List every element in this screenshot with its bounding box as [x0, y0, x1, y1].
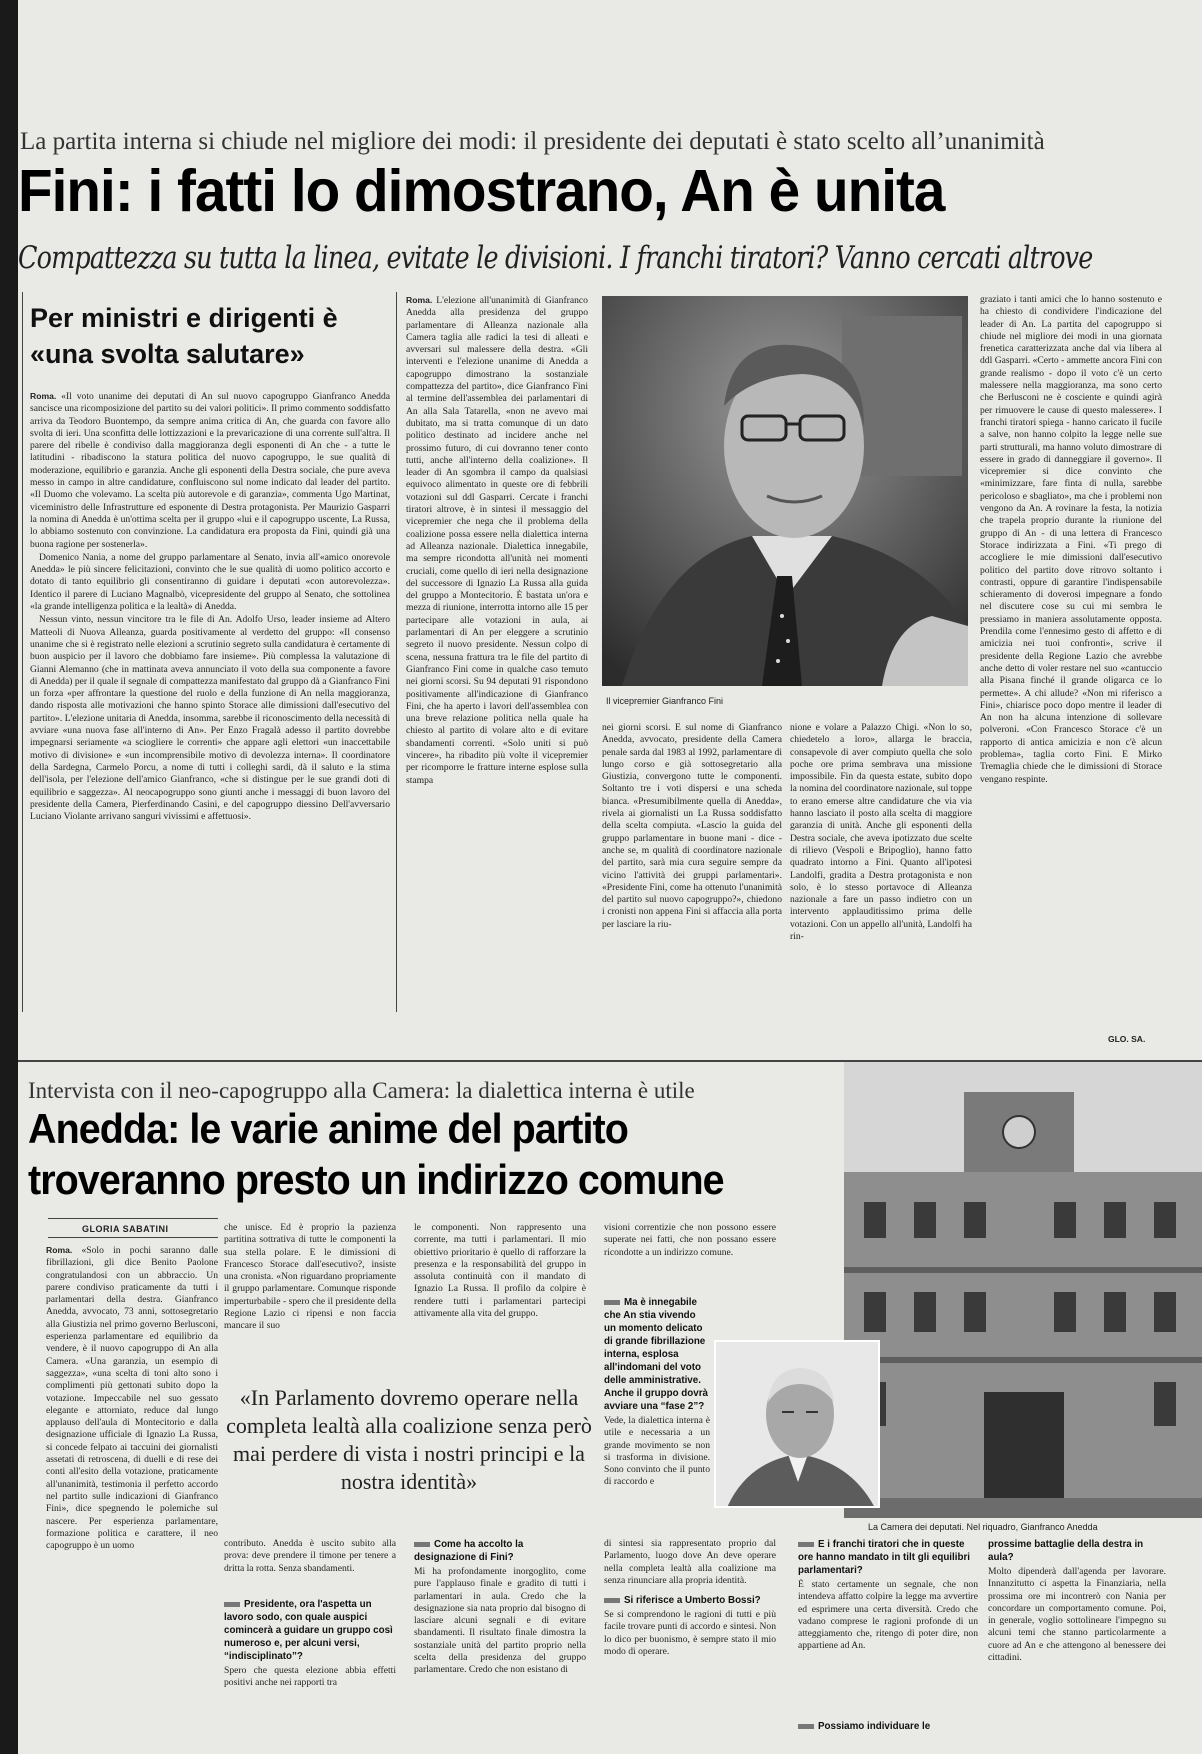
article1-kicker: La partita interna si chiude nel migliore dei modi: il presidente dei deputati è stato scelto all’unanimità: [20, 128, 1045, 155]
question-1-block: Ma è innegabile che An stia vivendo un momento delicato di grande fibrillazione interna, esplosa all'indomani del voto delle amministrative. Anche il gruppo dovrà avviare una “fase 2”? Vede, la dialettica interna è utile e necessaria a un grande movimento se non si trasforma in divisione. Sono convinto che il punto di raccordo e: [604, 1297, 710, 1488]
pull-quote: «In Parlamento dovremo operare nella completa lealtà alla coalizione senza però mai perdere di vista i nostri principi e la nostra identità»: [226, 1385, 592, 1494]
camera-photo: [844, 1062, 1202, 1518]
sidebar-body: Roma. «Il voto unanime dei deputati di An sul nuovo capogruppo Gianfranco Anedda sancisce una ricomposizione del partito su dei valori politici». Il primo commento soddisfatto arriva da Teodoro Buontempo, da sempre anima critica di An, che guarda con favore allo svolta di ieri. Una sconfitta delle lottizzazioni e la prevaricazione di una corrente sull'altra. Il parere del ribelle è condiviso dalla maggioranza degli esponenti di An che - a tutte le latitudini - ribadiscono la statura politica del nuovo capogruppo, le sue qualità di moderazione, equilibrio e garanzia. Anche gli esponenti della Destra sociale, che pure aveva messo in campo in altre candidature, confluiscono sul nome indicato dal leader del partito. «Il Duomo che volevamo. La scelta più autorevole e di garanzia», commenta Ugo Martinat, viceministro delle Infrastrutture ed esponente di Destra protagonista. Per Maurizio Gasparri la nomina di Anedda è un'ottima scelta per il gruppo «lui e il capogruppo uscente, La Russa, lo abbiamo sostenuto con convinzione. La candidatura era proposta da Fini, quindi già una buona ragione per sostenerla». Domenico Nania, a nome del gruppo parlamentare al Senato, invia all'«amico onorevole Anedda» le più sincere felicitazioni, convinto che le sue qualità di uomo politico accorto e dotato di tanto equilibrio gli consentiranno di guidare i deputati «con autorevolezza». Identico il parere di Luciano Magnalbò, vicepresidente del gruppo al Senato, che sottolinea «la grande intelligenza politica e la lealtà» di Anedda. Nessun vinto, nessun vincitore tra le file di An. Adolfo Urso, leader insieme ad Altero Matteoli di Nuova Alleanza, guarda positivamente al verdetto del gruppo: «Il consenso unanime che si è registrato nelle elezioni a scrutinio segreto sulla candidatura è certamente di buon auspicio per il lavoro che dobbiamo fare insieme». Più complessa la valutazione di Gianni Alemanno (che in mattinata aveva annunciato il voto della sua componente a favore di Anedda) per il quale il segnale di compattezza manifestato dal gruppo dà a Gianfranco Fini un forza «per affrontare la questione del ruolo e della funzione di An nella maggioranza, dando risposta alle motivazioni che hanno spinto Storace alle dimissioni dall'esecutivo del partito». L'elezione unitaria di Anedda, insomma, sarebbe il riconoscimento della necessità di avviare «una nuova fase all'interno di An». Per Enzo Fragalà adesso il partito dovrebbe impegnarsi seriamente «a sciogliere le correnti» che appare agli elettori «un inaccettabile motivo di divisione» e «un incomprensibile motivo di devolezza interna». Il coordinatore della Sardegna, Carmelo Porcu, a nome di tutti i colleghi sardi, dà il saluto e la stima dell'isola, per l'elezione dell'amico Gianfranco, «che si distingue per le sue grandi doti di equilibrio e saggezza». Al neocapogruppo sono giunti anche i messaggi di buon lavoro del presidente della Camera, Pierferdinando Casini, e del capogruppo diessino Dell'avversario Luciano Violante arrivano sanguri vivissimi e affettuosi».: [30, 391, 390, 823]
question-6-block: E i franchi tiratori che in queste ore hanno mandato in tilt gli equilibri parlamentari? È stato certamente un segnale, che non intendeva affatto colpire la legge ma avvertire ed esprimere una certa diversità. Credo che vadano comprese le ragioni profonde di un atteggiamento che, ritengo di poter dire, non appartiene ad An.: [798, 1539, 978, 1652]
article1-headline: Fini: i fatti lo dimostrano, An è unita: [18, 158, 945, 224]
article2-column-4: visioni correntizie che non possono essere superate nei fatti, che non possano essere ricondotte a un indirizzo comune.: [604, 1222, 776, 1258]
article2-column-3: le componenti. Non rappresento una corrente, ma tutti i parlamentari. Il mio obiettivo prioritario è quello di rafforzare la presenza e la responsabilità del gruppo in assoluta continuità con il mandato di Ignazio La Russa. Il profilo da colpire è rendere tutti i parlamentari partecipi attivamente alla vita del gruppo.: [414, 1222, 586, 1320]
article2-column-2: che unisce. Ed è proprio la pazienza partitina sottrativa di tutte le componenti la sua stella polare. E le dimissioni di Francesco Storace dall'esecutivo?, insiste una cronista. «Non riguardano propriamente il gruppo parlamentare. Comunque risponde imperturbabile - spero che il presidente della Regione Lazio ci ripensi e non faccia mancare il suo: [224, 1222, 396, 1332]
sidebar-city: Roma.: [30, 391, 57, 401]
fini-photo-caption: Il vicepremier Gianfranco Fini: [606, 696, 724, 706]
bottom-col-1-text: contributo. Anedda è uscito subito alla prova: deve prendere il timone per tenere a dritta la rotta. Senza sbandamenti.: [224, 1538, 396, 1574]
article1-column-4: nione e volare a Palazzo Chigi. «Non lo so, chiedetelo a loro», allarga le braccia, consapevole di aver compiuto quella che solo poche ore prima sembrava una missione impossibile. Fin da questa estate, subito dopo la nomina del coordinatore nazionale, sul toppe to erano emerse altre candidature che via via hanno lasciato il posto alla scelta di maggiore garanzia di unità. Anche gli esponenti della Destra sociale, che aveva ipotizzato due scelte di rilievo (Vespoli e Bripoglio), hanno fatto quadrato intorno a Fini. Quanto all'ipotesi Landolfi, gradita a Destra protagonista e non solo, è lo stesso portavoce di Alleanza nazionale a fare un passo indietro con un intervento applauditissimo prima delle votazioni. Con un appello all'unità, Landolfi ha rin-: [790, 722, 972, 943]
question-4-block: Si riferisce a Umberto Bossi? Se si comprendono le ragioni di tutti e più facile trovare punti di accordo e sintesi. Non lo dico per buonismo, è sempre stato il mio modo di operare.: [604, 1595, 776, 1657]
question-7-block: prossime battaglie della destra in aula? Molto dipenderà dall'agenda per lavorare. Innanzitutto ci aspetta la Finanziaria, nella prossima ore mi incontrerò con Nania per concordare un comportamento comune. Poi, in generale, voglio sottolineare l'impegno su alcuni temi che stanno particolarmente a cuore ad An e che attengono al benessere dei cittadini.: [988, 1539, 1166, 1664]
article1-column-3: nei giorni scorsi. E sul nome di Gianfranco Anedda, avvocato, presidente della Camera penale sarda dal 1983 al 1992, parlamentare di lungo corso e già sottosegretario alla Giustizia, convergono tutte le componenti. Soltanto tre i voti dispersi e una scheda bianca. «Presumibilmente quella di Anedda», rivela ai giornalisti un La Russa soddisfatto della scelta compiuta. «Lascio la guida del gruppo parlamentare in buone mani - dice - anche se, m qualità di coordinatore nazionale del partito, sarà mia cura seguire sempre da vicino l'attività dei gruppi parlamentari». «Presidente Fini, come ha ottenuto l'unanimità del partito sul nuovo capogruppo?», chiedono i cronisti non appena Fini si affaccia alla porta per lasciare la riu-: [602, 722, 782, 930]
question-3-block: Come ha accolto la designazione di Fini? Mi ha profondamente inorgoglito, come pure l'applauso finale e gradito di tutti i parlamentari in aula. Credo che la designazione sia nata proprio dal bisogno di lasciare alcuni segnali e di evitare sbandamenti. Il risultato finale dimostra la sostanziale unità del partito proprio nella scelta della presidenza del gruppo parlamentare. Credo che non esistano di: [414, 1539, 586, 1676]
byline-rule-bottom: [48, 1237, 218, 1238]
article2-kicker: Intervista con il neo-capogruppo alla Camera: la dialettica interna è utile: [28, 1078, 695, 1103]
sidebar-title: Per ministri e dirigenti è «una svolta salutare»: [30, 303, 338, 369]
fini-photo: [602, 296, 968, 686]
sidebar-rule-right: [396, 292, 397, 1012]
article2-column-1: Roma. «Solo in pochi saranno dalle fibrillazioni, gli dice Benito Paolone congratulandosi con un abbraccio. Un parere condiviso praticamente da tutti i parlamentari della destra. Gianfranco Anedda, avvocato, 73 anni, sottosegretario alla Giustizia nel primo governo Berlusconi, esperienza parlamentare ed equilibrio da vendere, è il nuovo capogruppo di An alla Camera. «Una garanzia, un esempio di saggezza», «una scelta di toni alto sono i complimenti più gettonati subito dopo la votazione. Impeccabile nel suo gessato elegante e attorniato, reduce dal lungo applauso dell'aula di Montecitorio e dalla designazione ufficiale di Ignazio La Russa, si concede felpato ai taccuini dei giornalisti assetati di retroscena, di duelli e di rese dei conti all'esito della votazione, praticamente all'unanimità, testimonia il perfetto accordo nel partito sulle indicazioni di Gianfranco Fini», dice spegnendo le polemiche sul nascere. Per esperienza parlamentare, formazione politica e carattere, il neo capogruppo è un uomo: [46, 1245, 218, 1552]
newspaper-page: [18, 0, 1202, 1754]
bottom-col-4-text: di sintesi sia rappresentato proprio dal Parlamento, luogo dove An deve operare nella completa lealtà alla coalizione ma senza rinunciare alla propria identità.: [604, 1538, 776, 1586]
article2-headline-line2: troveranno presto un indirizzo comune: [28, 1156, 724, 1203]
question-5: Possiamo individuare le: [798, 1720, 978, 1733]
sidebar-rule-left: [22, 292, 23, 1012]
byline-rule: [48, 1218, 218, 1219]
article1-column-5: graziato i tanti amici che lo hanno sostenuto e ha chiesto di condividere l'indicazione del leader di An. La partita del capogruppo si chiude nel migliore dei modi in una giornata frenetica caratterizzata anche dal via libera al ddl Gasparri. «Certo - ammette ancora Fini con grande realismo - dopo il voto c'è un certo malessere nella maggioranza, ma sono certo che Berlusconi ne è cosciente e quindi agirà per rimuovere le cause di questo malessere». I franchi tiratori spiega - hanno caricato il fucile a salve, non hanno colpito la legge nelle sue parti strutturali, ma hanno voluto dimostrare di essere in grado di danneggiare il governo». Il vicepremier si dice convinto che «minimizzare, fare finta di nulla, sarebbe pericoloso e sbagliato», ma che i problemi non vengono da An. A rovinare la festa, la notizia che trapela proprio durante la riunione del gruppo di An - di una lettera di Francesco Storace indirizzata a Fini. «Ti prego di accogliere le mie dimissioni dall'esecutivo politico del partito dove ritrovo soltanto i contrasti, oppure di garantire l'indispensabile schieramento di doverosi impegnare a fondo nel discutere cose su cui mi sembra le pressiamo in maniera assolutamente opposta. Prendila come l'ennesimo gesto di affetto e di amicizia nei tuoi confronti», scrive il presidente della Regione Lazio che avrebbe anche detto di voler restare nel suo «cantuccio alla Pisana finché il grande oligarca ce lo permette». A chi allude? «Non mi riferisco a Fini», chiarisce poco dopo mentre il leader di An non ha alcuna intenzione di sollevare polveroni. «Con Francesco Storace c'è un rapporto di antica amicizia e non c'è alcun problema», taglia corto Fini. E Mirko Tremaglia chiede che le dimissioni di Storace vengano respinte.: [980, 294, 1162, 785]
article1-deck: Compattezza su tutta la linea, evitate le divisioni. I franchi tiratori? Vanno cercati altrove: [18, 240, 1093, 276]
camera-photo-caption: La Camera dei deputati. Nel riquadro, Gianfranco Anedda: [868, 1522, 1098, 1532]
anedda-inset-photo: [714, 1340, 880, 1508]
article2-headline-line1: Anedda: le varie anime del partito: [28, 1105, 628, 1152]
article1-signature: GLO. SA.: [1108, 1034, 1146, 1044]
question-2-block: Presidente, ora l'aspetta un lavoro sodo, con quale auspici comincerà a guidare un gruppo così numeroso e, per alcuni versi, “indisciplinato”? Spero che questa elezione abbia effetti positivi anche nei rapporti tra: [224, 1599, 396, 1689]
article1-column-2: Roma. L'elezione all'unanimità di Gianfranco Anedda alla presidenza del gruppo parlamentare di Alleanza nazionale alla Camera taglia alle radici la tesi di alleati e avversari sul malessere della destra. «Gli interventi e l'elezione unanime di Anedda a capogruppo dimostrano la sostanziale compattezza del partito», dice Gianfranco Fini al termine dell'assemblea dei parlamentari di An alla Sala Tatarella, «non ne avevo mai dubitato, ma si tratta comunque di un dato politico destinato ad incidere anche nel prossimo futuro, di cui dovranno tener conto tutti, anche all'interno della coalizione». Il leader di An sgombra il campo da qualsiasi equivoco alimentato in queste ore di febbrili votazioni sul ddl Gasparri. Cercate i franchi tiratori altrove, è in sintesi il messaggio del vicepremier che nega che il problema della coalizione possa essere nella dialettica interna ad Alleanza nazionale. Dialettica innegabile, ma sempre ricondotta all'unità nei momenti cruciali, come quello di ieri nella designazione del successore di Ignazio La Russa alla guida del gruppo a Montecitorio. È bastata un'ora e mezza di riunione, interrotta intorno alle 15 per partecipare alle votazioni in aula, ai parlamentari di An per eleggere a scrutinio segreto il nuovo presidente. Nessun colpo di scena, nessuna frattura tra le file del partito di Gianfranco Fini come in qualche caso temuto nei giorni scorsi. Su 94 deputati 91 rispondono positivamente all'indicazione di Gianfranco Fini, che ha aperto i lavori dell'assemblea con una breve relazione politica nella quale ha chiesto al partito di volare alto e di evitare sbandamenti correnti. «Solo uniti si può vincere», ha ribadito più volte il vicepremier per ricomporre le fratture interne esplose sulla stampa: [406, 295, 588, 786]
byline: GLORIA SABATINI: [82, 1224, 169, 1234]
